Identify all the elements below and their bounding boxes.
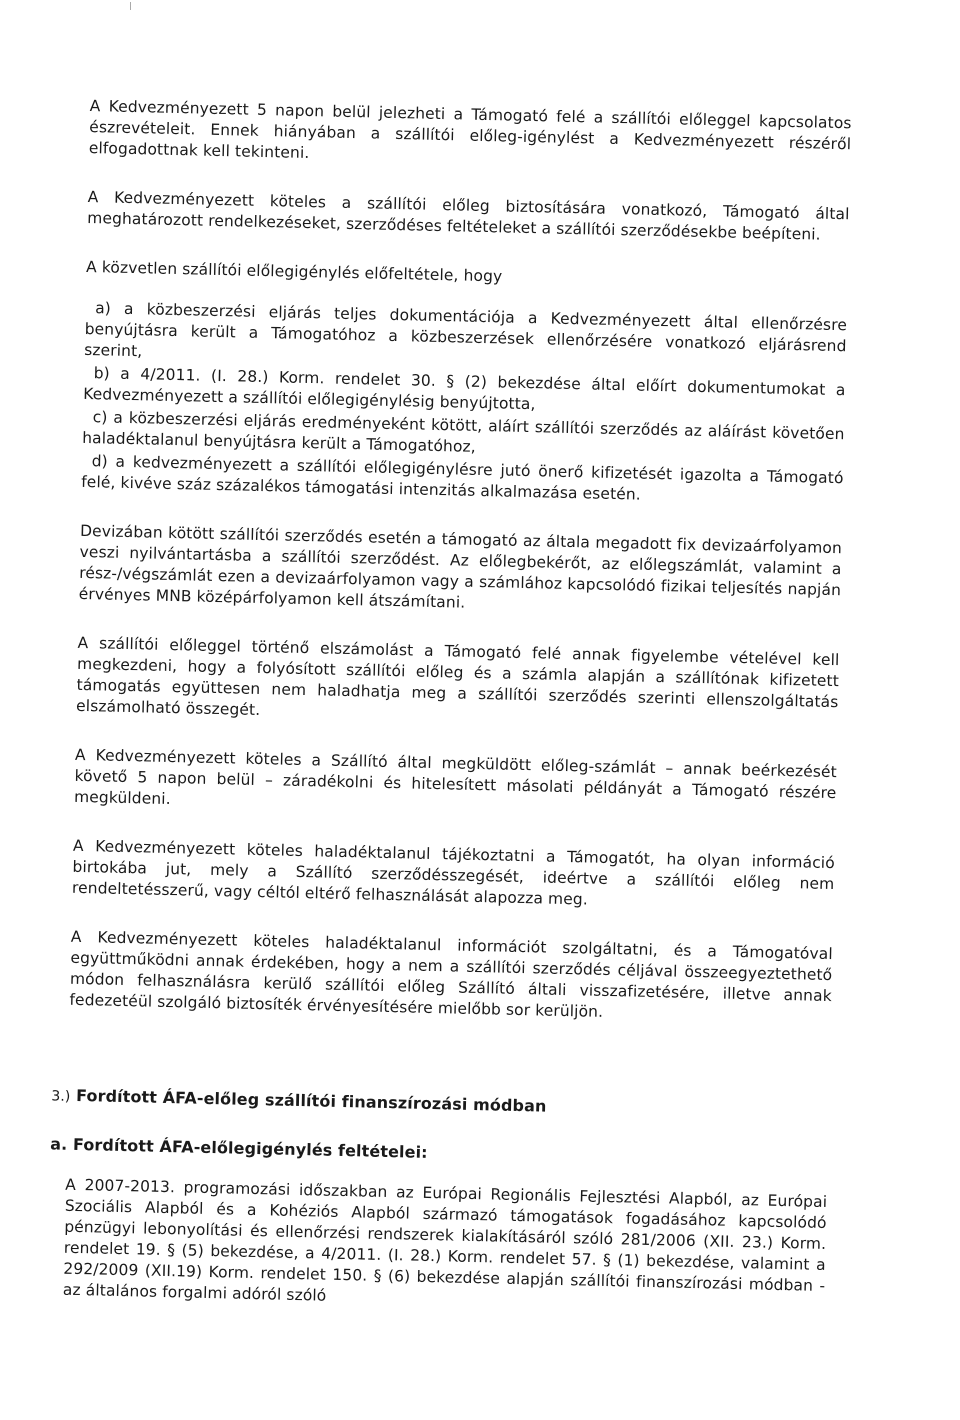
paragraph-cooperation: A Kedvezményezett köteles haladéktalanul információt szolgáltatni, és a Támogatóval együttműködni annak érdekében, hogy a nem a szállítói szerződés céljával összeegyeztethető módon felhasználásra kerülő szállítói előleg Szállító általi visszafizetésére, illetve annak fedezetéül szolgáló biztosíték érvényesítésére mielőbb sor kerüljön. (69, 927, 833, 1021)
paragraph-settlement: A szállítói előleggel történő elszámolást a Támogató felé annak figyelembe vételével kell megkezdeni, hogy a folyósított szállítói előleg és a számla alapján a szállítónak kifizetett támogatás együttesen nem haladhatja meg a szállítói szerződés szerinti ellenszolgáltatás elszámolható összegét. (75, 633, 840, 720)
section-title: Fordított ÁFA-előleg szállítói finanszírozási módban (75, 1085, 547, 1116)
subsection-heading: a. Fordított ÁFA-előlegigénylés feltételei: (50, 1134, 428, 1162)
list-item: b) a 4/2011. (I. 28.) Korm. rendelet 30. § (2) bekezdése által előírt dokumentumokat a Kedvezményezett a szállítói előlegigénylésig benyújtotta, (83, 364, 846, 414)
list-item: d) a kedvezményezett a szállítói előlegigénylésre jutó önerő kifizetését igazolta a Támogató felé, kivéve száz százalékos támogatási intenzitás alkalmazása esetén. (81, 452, 844, 504)
section-number: 3.) (51, 1088, 71, 1105)
paragraph-feedback: A Kedvezményezett 5 napon belül jelezheti a Támogató felé a szállítói előleggel kapcsolatos észrevételeit. Ennek hiányában a szállítói előleg-igénylést a Kedvezményezett részéről elfogadottnak kell tekinteni. (88, 96, 852, 162)
preconditions-list (81, 298, 847, 510)
paragraph-notification: A Kedvezményezett köteles haladéktalanul tájékoztatni a Támogatót, ha olyan információ birtokába jut, mely a Szállító szerződésszegését, ideértve a szállítói előleg nem rendeltetésszerű, vagy céltól eltérő felhasználását alapozza meg. (71, 836, 835, 909)
paragraph-foreign-currency: Devizában kötött szállítói szerződés esetén a támogató az általa megadott fix devizaárfolyamon veszi nyilvántartásba a szállítói szerződést. Az előlegbekérőt, az előlegszámlát, valamint a rész-/végszámlát ezen a devizaárfolyamon vagy a számlához kapcsolódó fizikai teljesítés napján érvényes MNB középárfolyamon kell átszámítani. (78, 521, 843, 612)
scan-mark (130, 2, 131, 10)
paragraph-legal-basis: A 2007-2013. programozási időszakban az Európai Regionális Fejlesztési Alapból, az Európai Szociális Alapból és a Kohéziós Alapból származó támogatások fogadásához kapcsolódó pénzügyi lebonyolítási és ellenőrzési rendszerek kialakításáról szóló 281/2006 (XII. 23.) Korm. rendelet 19. § (5) bekezdése, a 4/2011. (I. 28.) Korm. rendelet 57. § (1) bekezdése, valamint a 292/2009 (XII.19) Korm. rendelet 150. § (6) bekezdése alapján szállítói finanszírozási módban - az általános forgalmi adóról szóló (62, 1175, 828, 1305)
document-body (50, 96, 852, 1318)
section-heading (51, 1084, 829, 1125)
paragraph-contract-terms: A Kedvezményezett köteles a szállítói előleg biztosítására vonatkozó, Támogató által meghatározott rendelkezéseket, szerződéses feltételeket a szállítói szerződésekbe beépíteni. (87, 187, 850, 244)
list-item: a) a közbeszerzési eljárás teljes dokumentációja a Kedvezményezett által ellenőrzésre benyújtásra került a Támogatóhoz a közbeszerzések ellenőrzésére vonatkozó eljárásrend szerint, (84, 299, 848, 361)
paragraph-preconditions-intro: A közvetlen szállítói előlegigénylés előfeltétele, hogy (85, 257, 503, 286)
paragraph-advance-invoice: A Kedvezményezett köteles a Szállító által megküldött előleg-számlát – annak beérkezését követő 5 napon belül – záradékolni és hitelesített másolati példányát a Támogató részére megküldeni. (73, 745, 838, 809)
list-item: c) a közbeszerzési eljárás eredményeként kötött, aláírt szállítói szerződés az aláírást követően haladéktalanul benyújtásra került a Támogatóhoz, (82, 408, 845, 456)
